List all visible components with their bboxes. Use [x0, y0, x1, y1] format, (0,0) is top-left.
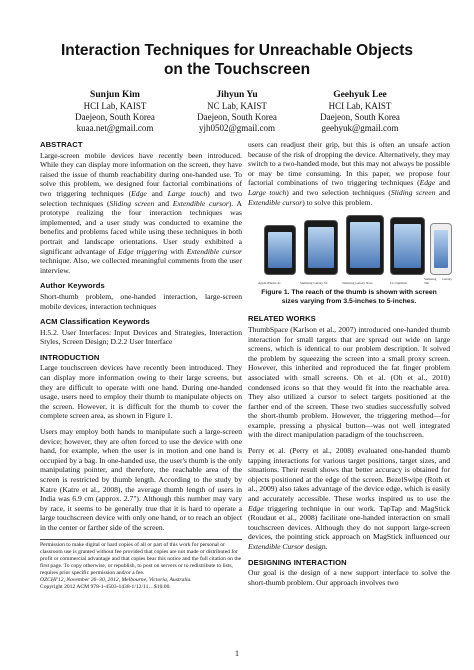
figure-1-caption: Figure 1. The reach of the thumb is shown with screen sizes varying from 3.5-inches to 5-inches. [261, 289, 437, 305]
designing-interaction-paragraph: Our goal is the design of a new support interface to solve the short-thumb problem. Our approach involves two [248, 568, 450, 587]
phone-image [264, 225, 296, 275]
phone-label: Apple iPhone 4s [258, 281, 281, 286]
phone-label: Samsung Galaxy Note [342, 281, 373, 286]
author-name: Sunjun Kim [90, 90, 140, 100]
phone-image [304, 220, 338, 275]
introduction-continued: users can readjust their grip, but this is often an unsafe action because of the risk of dropping the device. Alternatively, they may switch to a two-handed mode, but this may not always be possible or may be time consuming. In this paper, we propose four factorial combinations of two triggering techniques (Edge and Large touch) and two selection techniques (Sliding screen and Extendible cursor) to solve this problem. [248, 140, 450, 207]
author-name: Jihyun Yu [216, 90, 258, 100]
author-location: Daejeon, South Korea [197, 112, 277, 122]
designing-interaction-heading: DESIGNING INTERACTION [248, 557, 347, 567]
author-email: kuaa.net@gmail.com [76, 123, 154, 133]
left-column [40, 140, 242, 591]
title-line-1: Interaction Techniques for Unreachable Objects [61, 42, 413, 59]
permission-notice: Permission to make digital or hard copies of all or part of this work for personal or classroom use is granted without fee provided that copies are not made or distributed for profit or commercial advantage and that copies bear this notice and the full citation on the first page. To copy otherwise, or republish, to post on servers or to redistribute to lists, requires prior specific permission and/or a fee. [40, 541, 242, 576]
introduction-paragraph-2: Users may employ both hands to manipulate such a large-screen device; however, they are often forced to use the device with one hand, for example, when the user is in motion and one hand is occupied by a bag. In one-handed use, the user's thumb is the only manipulating pointer, and therefore, the reachable area of the screen is restricted by thumb length. According to the study by Katre (Katre et al., 2008), the average thumb length of users in India was 6.9 cm (approx. 2.7"). Although this number may vary by race, it seems to be generally true that it is hard to operate a large touchscreen device with only one hand, or to reach an object in the center or farther side of the screen. [40, 427, 242, 532]
author-block-3 [285, 90, 435, 134]
copyright-footnote [40, 539, 242, 591]
keywords-heading: Author Keywords [40, 281, 105, 291]
abstract-heading: ABSTRACT [40, 140, 83, 149]
author-email: geehyuk@gmail.com [321, 123, 399, 133]
acm-heading: ACM Classification Keywords [40, 317, 150, 327]
introduction-paragraph-1: Large touchscreen devices have recently been introduced. They can display more information owing to their large screens, but they are difficult to operate with one hand. During one-handed usage, users need to employ their thumb to manipulate objects on the screen. However, it is difficult for the thumb to cover the complete screen area, as shown in Figure 1. [40, 363, 242, 421]
author-email: yjh0502@gmail.com [198, 123, 276, 133]
phone-image [430, 223, 452, 275]
author-affiliation: HCI Lab, KAIST [83, 101, 147, 111]
right-column [248, 140, 450, 593]
author-name: Geehyuk Lee [333, 90, 387, 100]
title-line-2: on the Touchscreen [163, 61, 311, 78]
phone-label: Samsung Galaxy Tab [424, 277, 452, 286]
related-works-paragraph-2: Perry et al. (Perry et al., 2008) evaluated one-handed thumb tapping interactions for various target positions, target sizes, and situations. Their result shows that better accuracy is obtained for objects positioned at the edge of the screen. BezelSwipe (Roth et al., 2009) also takes advantage of the device edge, which is easily and accurately accessible. These works inspired us to use the Edge triggering technique in our work. TapTap and MagStick (Roudaut et al., 2008) facilitate one-handed interaction on small touchscreen devices. Although they do not support large-screen devices, the pointing stick approach on MagStick influenced our Extendible Cursor design. [248, 446, 450, 551]
related-works-heading: RELATED WORKS [248, 314, 316, 324]
phone-image [346, 215, 384, 275]
keywords-text: Short-thumb problem, one-handed interaction, large-screen mobile devices, interaction techniques [40, 291, 242, 311]
page-number: 1 [235, 649, 239, 658]
phone-label: LG Optimus [390, 281, 408, 286]
phone-label: Samsung Galaxy S2 [300, 281, 328, 286]
figure-1-phones [248, 213, 450, 285]
abstract-text: Large-screen mobile devices have recently been introduced. While they can display more information on the screen, they have raised the issue of thumb reachability during one-handed use. To solve this problem, we designed four factorial combinations of two triggering techniques (Edge and Large touch) and two selection techniques (Sliding screen and Extendible cursor). A prototype realizing the four interaction techniques was implemented, and a user study was conducted to examine the benefits and problems faced while using these techniques in both portrait and landscape orientations. User study exhibited a significant advantage of Edge triggering with Extendible cursor technique. Also, we collected meaningful comments from the user interview. [40, 150, 243, 275]
author-affiliation: NC Lab, KAIST [207, 101, 267, 111]
author-location: Daejeon, South Korea [75, 112, 155, 122]
introduction-heading: INTRODUCTION [40, 352, 100, 362]
phone-image [390, 217, 425, 275]
author-affiliation: HCI Lab, KAIST [328, 101, 392, 111]
copyright-line: Copyright 2012 ACM 978-1-4503-1438-1/12/11…$10.00. [40, 583, 171, 590]
related-works-paragraph-1: ThumbSpace (Karlson et al., 2007) introduced one-handed thumb interaction for small targets that are spread out wide on large screens, which is identical to our problem description. It solved the problem by squeezing the screen into a small proxy screen. However, this inherited and reproduced the fat finger problem associated with small screens. Oh et al. (Oh et al., 2010) condensed icons so that they would fit into the reachable area. They also utilized a cursor to select targets positioned at the farther end of the screen. These two studies successfully solved the short-thumb problem. However, the triggering method—for example, pressing a physical button—was not well integrated with the direct manipulation paradigm of the touchscreen. [248, 324, 450, 440]
paper-title [0, 41, 474, 79]
acm-text: H.5.2. User Interfaces: Input Devices and Strategies, Interaction Styles, Screen Design; D.2.2 User Interface [40, 327, 242, 347]
author-location: Daejeon, South Korea [320, 112, 400, 122]
conference-line: OZCHI'12, November 26–30, 2012, Melbourne, Victoria, Australia. [40, 576, 192, 583]
